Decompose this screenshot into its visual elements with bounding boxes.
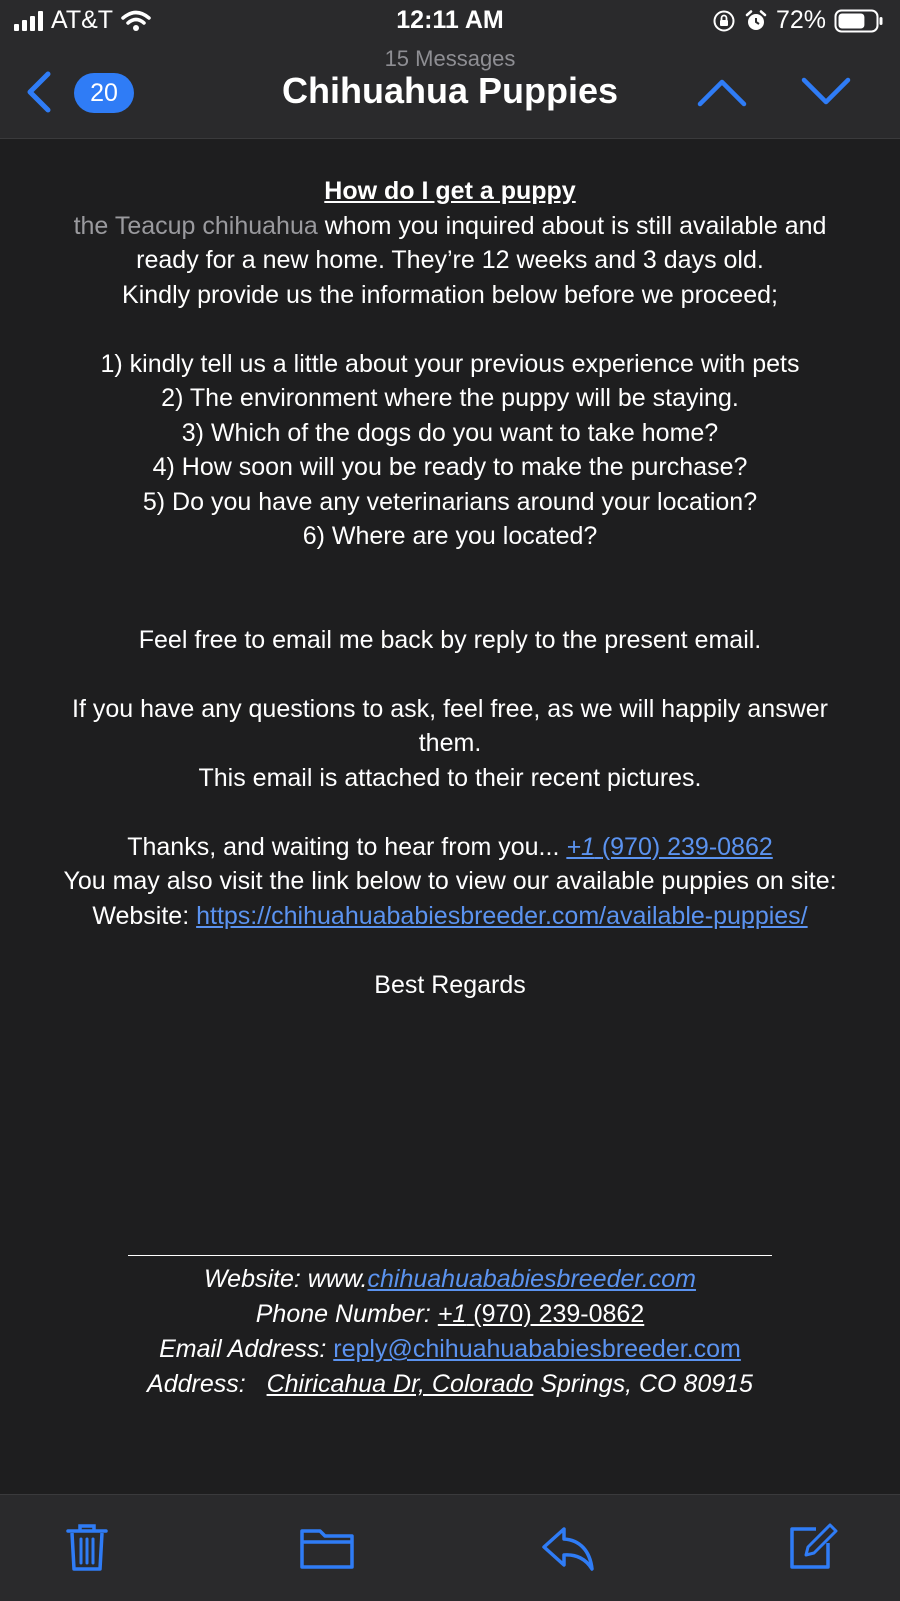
signature-phone: Phone Number: +1 (970) 239-0862 — [255, 1300, 645, 1328]
intro-text: whom you inquired about is still available and ready for a new home. They’re 12 weeks and 3 days old. — [136, 211, 827, 274]
request-line: Kindly provide us the information below before we proceed; — [122, 280, 778, 309]
header — [0, 0, 900, 139]
status-time: 12:11 AM — [396, 6, 504, 34]
bottom-toolbar — [0, 1494, 900, 1601]
question-item: 3) Which of the dogs do you want to take home? — [181, 418, 719, 447]
reply-line: Feel free to email me back by reply to the present email. — [138, 625, 762, 654]
question-item: 6) Where are you located? — [302, 522, 598, 550]
reply-button[interactable] — [540, 1521, 596, 1573]
attached-line: This email is attached to their recent pictures. — [198, 763, 702, 792]
compose-icon — [786, 1521, 838, 1573]
signature-divider — [128, 1255, 772, 1256]
alarm-icon — [744, 9, 768, 33]
visit-line: You may also visit the link below to view our available puppies on site: — [63, 867, 837, 895]
signature-address-link[interactable]: Chiricahua Dr, Colorado — [266, 1370, 534, 1398]
phone-link[interactable]: +1 (970) 239-0862 — [566, 832, 773, 861]
thanks-line — [40, 830, 860, 865]
unread-count-badge[interactable]: 20 — [74, 73, 134, 113]
signature-email-link[interactable]: reply@chihuahuababiesbreeder.com — [333, 1335, 741, 1363]
compose-button[interactable] — [786, 1521, 838, 1573]
question-item: 5) Do you have any veterinarians around your location? — [142, 487, 758, 516]
move-to-folder-button[interactable] — [298, 1521, 356, 1573]
intro-paragraph — [40, 209, 860, 278]
signature-phone-link[interactable]: +1 (970) 239-0862 — [437, 1300, 645, 1328]
reply-icon — [540, 1521, 596, 1573]
battery-percent: 72% — [775, 6, 826, 34]
question-item: 4) How soon will you be ready to make the purchase? — [152, 453, 748, 481]
chevron-up-icon — [696, 72, 748, 112]
signature-website-link[interactable]: chihuahuababiesbreeder.com — [367, 1265, 696, 1293]
delete-button[interactable] — [62, 1521, 112, 1573]
orientation-lock-icon — [712, 9, 736, 33]
next-message-button[interactable] — [800, 72, 852, 112]
website-line — [40, 899, 860, 934]
questions-line: If you have any questions to ask, feel free, as we will happily answer them. — [72, 694, 828, 757]
email-body — [40, 174, 860, 1002]
thanks-text: Thanks, and waiting to hear from you... — [127, 832, 560, 861]
signature-website: Website: www.chihuahuababiesbreeder.com — [204, 1265, 696, 1293]
carrier-label: AT&T — [51, 6, 114, 34]
email-heading: How do I get a puppy — [324, 177, 576, 205]
battery-icon — [834, 9, 884, 33]
website-link[interactable]: https://chihuahuababiesbreeder.com/available-puppies/ — [196, 901, 808, 930]
previous-message-button[interactable] — [696, 72, 748, 112]
signature-email: Email Address: reply@chihuahuababiesbreeder.com — [159, 1335, 741, 1363]
status-right — [712, 6, 884, 35]
folder-icon — [298, 1521, 356, 1573]
website-label: Website: — [92, 901, 190, 930]
signature-address: Address: Chiricahua Dr, Colorado Springs, CO 80915 — [147, 1370, 753, 1398]
intro-highlight: the Teacup chihuahua — [73, 211, 318, 240]
question-item: 1) kindly tell us a little about your previous experience with pets — [100, 349, 800, 378]
question-item: 2) The environment where the puppy will be staying. — [161, 384, 739, 412]
chevron-down-icon — [800, 72, 852, 112]
closing-line: Best Regards — [374, 970, 526, 999]
message-count: 15 Messages — [384, 46, 516, 71]
signature-block — [40, 1255, 860, 1402]
trash-icon — [62, 1521, 112, 1573]
thread-title: Chihuahua Puppies — [281, 70, 619, 111]
